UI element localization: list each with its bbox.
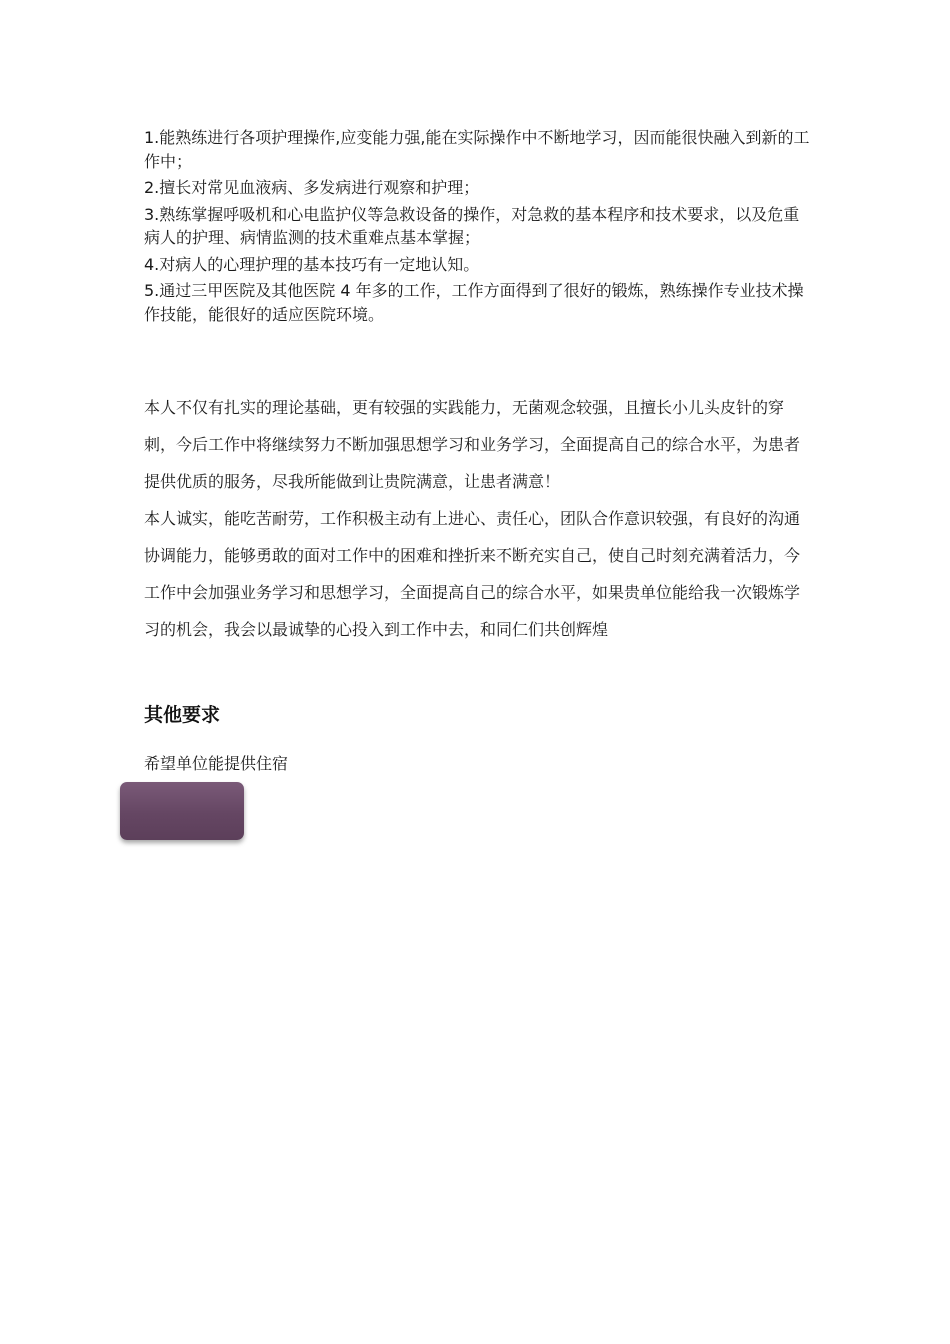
other-requirements-text: 希望单位能提供住宿 <box>144 754 289 773</box>
self-evaluation <box>144 389 812 648</box>
skill-item-4: 4.对病人的心理护理的基本技巧有一定地认知。 <box>144 254 480 274</box>
skill-item-1: 1.能熟练进行各项护理操作,应变能力强,能在实际操作中不断地学习，因而能很快融入到新的工作中； <box>144 128 810 171</box>
other-requirements-heading: 其他要求 <box>144 704 221 726</box>
self-evaluation-paragraph-1: 本人不仅有扎实的理论基础，更有较强的实践能力，无菌观念较强，且擅长小儿头皮针的穿刺，今后工作中将继续努力不断加强思想学习和业务学习，全面提高自己的综合水平，为患者提供优质的服务，尽我所能做到让贵院满意，让患者满意！ <box>144 398 801 491</box>
skill-item-2: 2.擅长对常见血液病、多发病进行观察和护理； <box>144 178 480 197</box>
skill-item-3: 3.熟练掌握呼吸机和心电监护仪等急救设备的操作，对急救的基本程序和技术要求，以及危重病人的护理、病情监测的技术重难点基本掌握； <box>144 204 800 247</box>
decorative-purple-block <box>120 782 244 840</box>
self-evaluation-paragraph-2: 本人诚实，能吃苦耐劳，工作积极主动有上进心、责任心，团队合作意识较强，有良好的沟通协调能力，能够勇敢的面对工作中的困难和挫折来不断充实自己，使自己时刻充满着活力，今工作中会加强业务学习和思想学习，全面提高自己的综合水平，如果贵单位能给我一次锻炼学习的机会，我会以最诚挚的心投入到工作中去，和同仁们共创辉煌 <box>144 509 801 639</box>
skills-list <box>144 126 812 329</box>
skill-item-5: 5.通过三甲医院及其他医院 4 年多的工作，工作方面得到了很好的锻炼，熟练操作专业技术操作技能，能很好的适应医院环境。 <box>144 281 804 324</box>
